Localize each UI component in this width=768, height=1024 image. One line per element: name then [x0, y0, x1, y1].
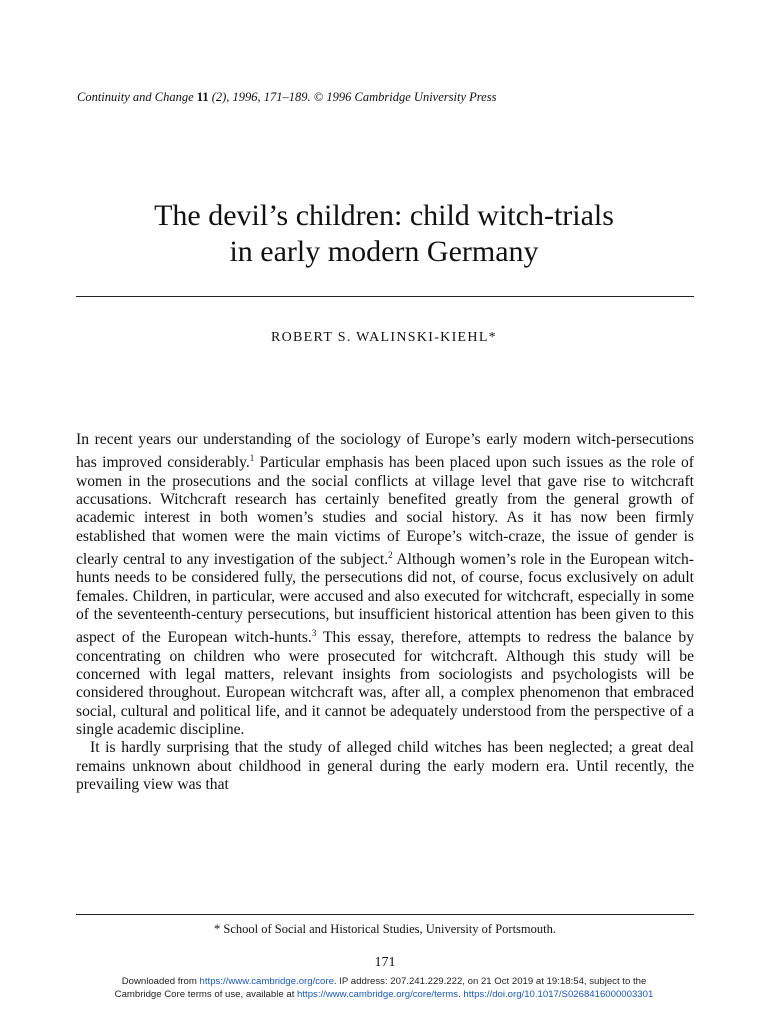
article-body [76, 431, 694, 794]
download-line-2 [0, 988, 768, 1001]
paragraph-1-part-c: Although women’s role in the European witch-hunts needs to be considered fully, the persecutions did not, of course, focus exclusively on adult females. Children, in particular, were accused and also executed for witchcraft, especially in some of the seventeenth-century persecutions, but insufficient historical attention has been given to this aspect of the European witch-hunts. [76, 551, 694, 647]
author-name: ROBERT S. WALINSKI-KIEHL* [271, 330, 497, 345]
title-line-2: in early modern Germany [229, 235, 539, 268]
author-footnote: * School of Social and Historical Studies, University of Portsmouth. [214, 922, 556, 936]
download-text-2: . IP address: 207.241.229.222, on 21 Oct 2019 at 19:18:54, subject to the [333, 976, 647, 987]
article-title [60, 198, 708, 270]
title-line-1: The devil’s children: child witch-trials [154, 199, 614, 232]
journal-citation [77, 90, 677, 105]
download-notice [0, 975, 768, 1001]
paragraph-1 [76, 431, 694, 739]
download-line-1 [0, 975, 768, 988]
footnote-ref-1[interactable]: 1 [249, 453, 255, 464]
download-text-4: . [458, 989, 464, 1000]
doi-link[interactable]: https://doi.org/10.1017/S0268416000003301 [463, 989, 654, 1000]
paragraph-1-part-d: This essay, therefore, attempts to redress the balance by concentrating on children who were prosecuted for witchcraft. Although this study will be concerned with legal matters, relevant insights from sociologists and psychologists will be considered throughout. European witchcraft was, after all, a complex phenomenon that embraced social, cultural and political life, and it cannot be adequately understood from the perspective of a single academic discipline. [76, 629, 694, 739]
page-number: 171 [374, 955, 396, 970]
paragraph-1-part-a: In recent years our understanding of the sociology of Europe’s early modern witch-persecutions has improved considerably. [76, 431, 694, 472]
footnote-ref-3[interactable]: 3 [311, 628, 317, 639]
journal-name: Continuity and Change [77, 90, 194, 104]
paragraph-2: It is hardly surprising that the study of alleged child witches has been neglected; a great deal remains unknown about childhood in general during the early modern era. Until recently, the prevailing view was that [76, 739, 694, 793]
footnote-divider [76, 914, 694, 915]
footnote-ref-2[interactable]: 2 [388, 549, 393, 560]
download-text-3: Cambridge Core terms of use, available at [114, 989, 298, 1000]
cambridge-core-link[interactable]: https://www.cambridge.org/core [199, 976, 334, 987]
paragraph-1-part-b: Particular emphasis has been placed upon such issues as the role of women in the prosecutions and the social conflicts at village level that gave rise to witchcraft accusations. Witchcraft research has certainly benefited greatly from the general growth of academic interest in both women’s studies and social history. As it has now been firmly established that women were the main victims of Europe’s witch-craze, the issue of gender is clearly central to any investigation of the subject. [76, 454, 694, 569]
title-divider [76, 296, 694, 297]
journal-issue-info: (2), 1996, 171–189. © 1996 Cambridge University Press [211, 90, 497, 104]
terms-link[interactable]: https://www.cambridge.org/core/terms [297, 989, 459, 1000]
journal-volume: 11 [196, 90, 209, 104]
download-text-1: Downloaded from [121, 976, 200, 987]
